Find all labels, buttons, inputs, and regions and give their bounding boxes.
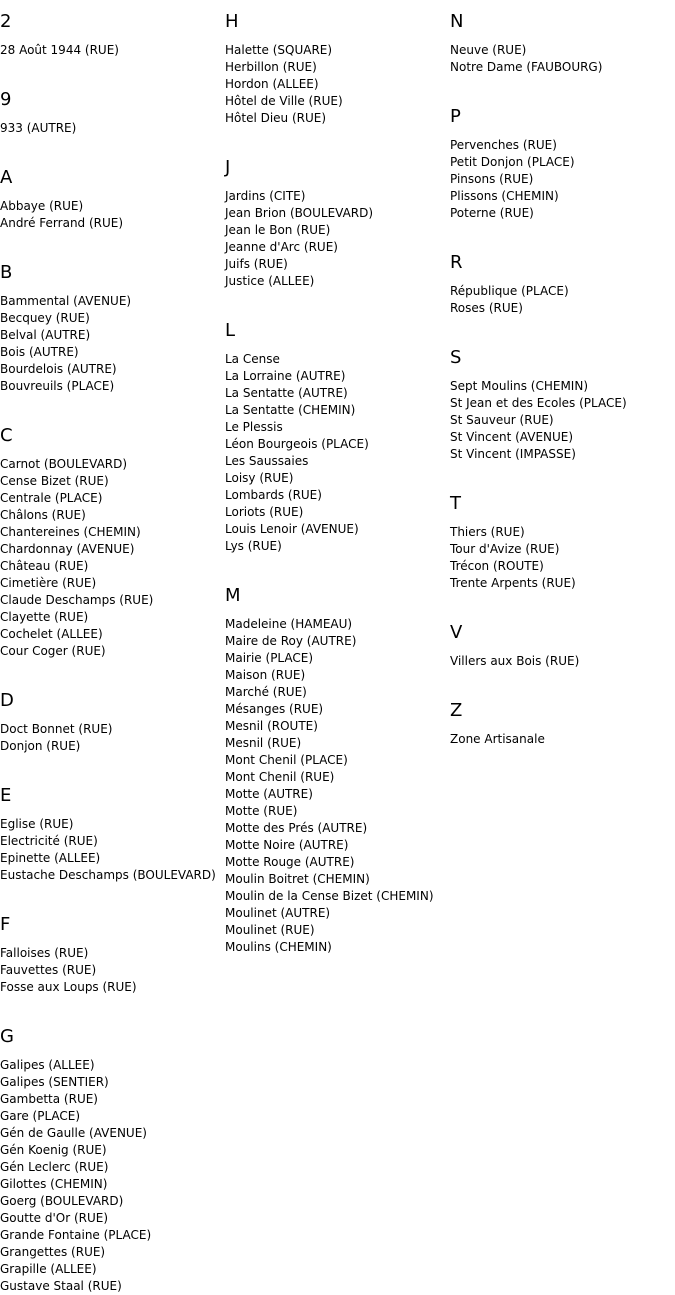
letter-section — [0, 996, 224, 1295]
street-list-item — [0, 850, 224, 867]
street-link[interactable]: Petit Donjon (PLACE) — [450, 155, 575, 169]
street-list-item — [0, 344, 224, 361]
street-list-item — [0, 473, 224, 490]
street-link[interactable]: Léon Bourgeois (PLACE) — [225, 437, 369, 451]
street-link[interactable]: Chantereines (CHEMIN) — [0, 525, 141, 539]
letter-heading: J — [225, 157, 231, 178]
street-link[interactable]: Zone Artisanale — [450, 732, 545, 746]
street-link[interactable]: Gare (PLACE) — [0, 1109, 81, 1123]
street-list-item — [0, 1057, 224, 1074]
street-list — [225, 351, 449, 555]
street-link[interactable]: Châlons (RUE) — [0, 508, 86, 522]
street-link[interactable]: Motte des Prés (AUTRE) — [225, 821, 368, 835]
street-list-item — [225, 538, 449, 555]
street-link[interactable]: 28 Août 1944 (RUE) — [0, 43, 119, 57]
street-list-item — [225, 76, 449, 93]
street-link[interactable]: Cochelet (ALLEE) — [0, 627, 103, 641]
letter-section — [225, 127, 449, 290]
street-list-item — [0, 816, 224, 833]
letter-heading: L — [225, 320, 236, 341]
street-list-item — [450, 59, 674, 76]
letter-heading: G — [0, 1026, 14, 1047]
street-link[interactable]: Eustache Deschamps (BOULEVARD) — [0, 868, 216, 882]
street-list-item — [0, 42, 224, 59]
street-list-item — [225, 939, 449, 956]
section-spacer — [0, 395, 224, 414]
section-spacer — [225, 127, 449, 146]
letter-section — [450, 463, 674, 592]
letter-heading: F — [0, 914, 11, 935]
street-list-item — [0, 456, 224, 473]
street-list-item — [225, 752, 449, 769]
street-list-item — [225, 854, 449, 871]
street-link[interactable]: Motte Noire (AUTRE) — [225, 838, 349, 852]
street-link[interactable]: Halette (SQUARE) — [225, 43, 333, 57]
street-list-item — [0, 945, 224, 962]
street-list-item — [225, 871, 449, 888]
street-list-item — [225, 718, 449, 735]
street-list-item — [225, 667, 449, 684]
street-link[interactable]: Mairie (PLACE) — [225, 651, 314, 665]
street-link[interactable]: Notre Dame (FAUBOURG) — [450, 60, 603, 74]
street-list-item — [225, 504, 449, 521]
street-link[interactable]: Gambetta (RUE) — [0, 1092, 98, 1106]
street-list-item — [0, 1244, 224, 1261]
street-list-item — [225, 368, 449, 385]
letter-heading: B — [0, 262, 13, 283]
street-link[interactable]: Cimetière (RUE) — [0, 576, 97, 590]
street-link[interactable]: Marché (RUE) — [225, 685, 307, 699]
street-link[interactable]: La Lorraine (AUTRE) — [225, 369, 346, 383]
street-link[interactable]: Herbillon (RUE) — [225, 60, 317, 74]
section-spacer — [0, 755, 224, 774]
street-link[interactable]: Donjon (RUE) — [0, 739, 81, 753]
letter-section — [450, 76, 674, 222]
letter-section — [225, 290, 449, 555]
street-link[interactable]: Les Saussaies — [225, 454, 309, 468]
street-link[interactable]: Motte (AUTRE) — [225, 787, 313, 801]
street-list-item — [0, 1193, 224, 1210]
letter-heading: D — [0, 690, 14, 711]
street-list-item — [0, 626, 224, 643]
street-link[interactable]: Mont Chenil (PLACE) — [225, 753, 348, 767]
street-link[interactable]: Gén Leclerc (RUE) — [0, 1160, 109, 1174]
street-list-item — [225, 837, 449, 854]
street-link[interactable]: St Sauveur (RUE) — [450, 413, 554, 427]
street-list — [0, 198, 224, 232]
street-list-item — [450, 205, 674, 222]
street-list — [225, 42, 449, 127]
street-list-item — [450, 283, 674, 300]
street-list-item — [450, 524, 674, 541]
section-spacer — [0, 660, 224, 679]
street-link[interactable]: Villers aux Bois (RUE) — [450, 654, 580, 668]
street-list — [0, 120, 224, 137]
street-list-item — [225, 222, 449, 239]
section-spacer — [0, 137, 224, 156]
street-link[interactable]: Fosse aux Loups (RUE) — [0, 980, 137, 994]
street-list-item — [225, 684, 449, 701]
street-link[interactable]: Cense Bizet (RUE) — [0, 474, 109, 488]
street-link[interactable]: Chardonnay (AVENUE) — [0, 542, 135, 556]
letter-section — [450, 11, 674, 76]
street-link[interactable]: Abbaye (RUE) — [0, 199, 84, 213]
street-link[interactable]: Hordon (ALLEE) — [225, 77, 319, 91]
letter-heading: N — [450, 11, 464, 32]
street-list-item — [0, 575, 224, 592]
letter-heading: S — [450, 347, 462, 368]
street-link[interactable]: Sept Moulins (CHEMIN) — [450, 379, 588, 393]
street-list-item — [0, 1091, 224, 1108]
street-list-item — [225, 786, 449, 803]
street-link[interactable]: Clayette (RUE) — [0, 610, 89, 624]
street-link[interactable]: Château (RUE) — [0, 559, 89, 573]
street-link[interactable]: Grapille (ALLEE) — [0, 1262, 97, 1276]
street-list-item — [0, 1210, 224, 1227]
street-link[interactable]: Grande Fontaine (PLACE) — [0, 1228, 152, 1242]
street-list-item — [0, 507, 224, 524]
street-list-item — [450, 446, 674, 463]
street-link[interactable]: Trente Arpents (RUE) — [450, 576, 576, 590]
street-list-item — [0, 120, 224, 137]
street-list-item — [225, 256, 449, 273]
street-list-item — [0, 541, 224, 558]
street-link[interactable]: Gustave Staal (RUE) — [0, 1279, 122, 1293]
street-link[interactable]: Jean le Bon (RUE) — [225, 223, 331, 237]
street-list-item — [450, 171, 674, 188]
street-list-item — [0, 1125, 224, 1142]
street-list — [450, 378, 674, 463]
street-link[interactable]: Gilottes (CHEMIN) — [0, 1177, 108, 1191]
letter-heading: A — [0, 167, 13, 188]
letter-heading: M — [225, 585, 241, 606]
street-list-item — [0, 738, 224, 755]
street-link[interactable]: Mésanges (RUE) — [225, 702, 324, 716]
street-link[interactable]: La Sentatte (AUTRE) — [225, 386, 348, 400]
street-list-item — [225, 803, 449, 820]
street-list-item — [0, 293, 224, 310]
section-spacer — [0, 884, 224, 903]
street-link[interactable]: Moulinet (RUE) — [225, 923, 315, 937]
street-link[interactable]: Fauvettes (RUE) — [0, 963, 97, 977]
street-list-item — [0, 721, 224, 738]
letter-heading: R — [450, 252, 463, 273]
street-list — [0, 42, 224, 59]
street-list-item — [225, 42, 449, 59]
street-list-item — [225, 616, 449, 633]
section-spacer — [225, 290, 449, 309]
street-list-item — [225, 453, 449, 470]
street-index-column-3 — [450, 0, 674, 748]
street-list — [450, 524, 674, 592]
street-list-item — [225, 93, 449, 110]
street-link[interactable]: Doct Bonnet (RUE) — [0, 722, 113, 736]
street-list-item — [225, 650, 449, 667]
street-list-item — [0, 327, 224, 344]
street-link[interactable]: Mesnil (ROUTE) — [225, 719, 318, 733]
street-list-item — [225, 436, 449, 453]
street-list-item — [0, 1142, 224, 1159]
letter-section — [450, 592, 674, 670]
street-list-item — [225, 701, 449, 718]
street-link[interactable]: Goerg (BOULEVARD) — [0, 1194, 124, 1208]
street-list-item — [225, 905, 449, 922]
letter-section — [0, 755, 224, 884]
letter-section — [0, 660, 224, 755]
street-link[interactable]: Louis Lenoir (AVENUE) — [225, 522, 359, 536]
letter-heading: T — [450, 493, 461, 514]
street-link[interactable]: Lys (RUE) — [225, 539, 282, 553]
street-list-item — [0, 198, 224, 215]
street-list-item — [225, 205, 449, 222]
street-list-item — [450, 541, 674, 558]
section-spacer — [0, 996, 224, 1015]
street-link[interactable]: Pervenches (RUE) — [450, 138, 557, 152]
street-list-item — [0, 1108, 224, 1125]
street-list — [450, 731, 674, 748]
section-spacer — [450, 317, 674, 336]
street-link[interactable]: Galipes (SENTIER) — [0, 1075, 109, 1089]
street-list-item — [450, 575, 674, 592]
street-link[interactable]: Thiers (RUE) — [450, 525, 525, 539]
section-spacer — [0, 232, 224, 251]
street-link[interactable]: Madeleine (HAMEAU) — [225, 617, 353, 631]
street-list-item — [450, 395, 674, 412]
letter-section — [0, 232, 224, 395]
street-link[interactable]: Moulins (CHEMIN) — [225, 940, 332, 954]
street-list-item — [225, 820, 449, 837]
letter-section — [450, 317, 674, 463]
street-link[interactable]: Mont Chenil (RUE) — [225, 770, 335, 784]
street-link[interactable]: Plissons (CHEMIN) — [450, 189, 559, 203]
street-link[interactable]: Goutte d'Or (RUE) — [0, 1211, 109, 1225]
street-link[interactable]: Falloises (RUE) — [0, 946, 89, 960]
street-link[interactable]: 933 (AUTRE) — [0, 121, 77, 135]
street-list — [0, 721, 224, 755]
street-link[interactable]: Electricité (RUE) — [0, 834, 98, 848]
street-list-item — [450, 429, 674, 446]
street-link[interactable]: Centrale (PLACE) — [0, 491, 103, 505]
street-link[interactable]: Tour d'Avize (RUE) — [450, 542, 560, 556]
street-link[interactable]: Cour Coger (RUE) — [0, 644, 106, 658]
street-list-item — [450, 154, 674, 171]
street-list-item — [0, 867, 224, 884]
street-list-item — [0, 361, 224, 378]
street-link[interactable]: Bois (AUTRE) — [0, 345, 79, 359]
street-list-item — [225, 351, 449, 368]
street-link[interactable]: St Vincent (AVENUE) — [450, 430, 574, 444]
street-list — [0, 816, 224, 884]
section-spacer — [450, 670, 674, 689]
street-link[interactable]: Poterne (RUE) — [450, 206, 534, 220]
street-link[interactable]: Loriots (RUE) — [225, 505, 304, 519]
street-link[interactable]: Jardins (CITE) — [225, 189, 306, 203]
street-link[interactable]: Pinsons (RUE) — [450, 172, 534, 186]
street-index-column-1 — [0, 0, 224, 1295]
street-link[interactable]: Mesnil (RUE) — [225, 736, 302, 750]
street-link[interactable]: Moulin de la Cense Bizet (CHEMIN) — [225, 889, 434, 903]
letter-heading: Z — [450, 700, 463, 721]
section-spacer — [450, 592, 674, 611]
street-list-item — [450, 731, 674, 748]
street-list-item — [0, 558, 224, 575]
letter-section — [0, 11, 224, 59]
street-list-item — [0, 1278, 224, 1295]
street-list-item — [450, 137, 674, 154]
street-link[interactable]: Galipes (ALLEE) — [0, 1058, 95, 1072]
street-list-item — [225, 470, 449, 487]
street-link[interactable]: Moulin Boitret (CHEMIN) — [225, 872, 370, 886]
street-link[interactable]: La Sentatte (CHEMIN) — [225, 403, 356, 417]
street-link[interactable]: Bouvreuils (PLACE) — [0, 379, 115, 393]
street-link[interactable]: Trécon (ROUTE) — [450, 559, 544, 573]
section-spacer — [450, 76, 674, 95]
street-link[interactable]: Hôtel Dieu (RUE) — [225, 111, 327, 125]
street-list-item — [450, 378, 674, 395]
letter-heading: P — [450, 106, 461, 127]
street-list — [0, 293, 224, 395]
street-list-item — [225, 888, 449, 905]
street-list-item — [0, 833, 224, 850]
street-link[interactable]: Hôtel de Ville (RUE) — [225, 94, 343, 108]
street-list — [450, 653, 674, 670]
street-list-item — [225, 402, 449, 419]
street-list-item — [450, 653, 674, 670]
street-link[interactable]: Neuve (RUE) — [450, 43, 527, 57]
street-list-item — [0, 1176, 224, 1193]
street-link[interactable]: Lombards (RUE) — [225, 488, 322, 502]
street-link[interactable]: République (PLACE) — [450, 284, 569, 298]
section-spacer — [450, 222, 674, 241]
section-spacer — [450, 463, 674, 482]
street-list-item — [225, 110, 449, 127]
street-list — [450, 42, 674, 76]
street-list-item — [450, 188, 674, 205]
letter-heading: E — [0, 785, 12, 806]
street-link[interactable]: Becquey (RUE) — [0, 311, 90, 325]
street-link[interactable]: Eglise (RUE) — [0, 817, 74, 831]
letter-heading: V — [450, 622, 463, 643]
letter-section — [225, 11, 449, 127]
letter-section — [225, 555, 449, 956]
street-list-item — [225, 273, 449, 290]
letter-section — [0, 137, 224, 232]
letter-section — [450, 670, 674, 748]
street-list-item — [450, 558, 674, 575]
street-link[interactable]: Jean Brion (BOULEVARD) — [225, 206, 374, 220]
street-list-item — [0, 524, 224, 541]
street-list-item — [450, 412, 674, 429]
street-list-item — [0, 378, 224, 395]
street-index-column-2 — [225, 0, 449, 956]
street-list-item — [0, 643, 224, 660]
street-link[interactable]: Claude Deschamps (RUE) — [0, 593, 154, 607]
street-list-item — [225, 239, 449, 256]
street-list-item — [225, 922, 449, 939]
street-link[interactable]: Moulinet (AUTRE) — [225, 906, 331, 920]
street-list — [225, 616, 449, 956]
street-list — [0, 456, 224, 660]
street-link[interactable]: Grangettes (RUE) — [0, 1245, 106, 1259]
letter-section — [450, 222, 674, 317]
street-link[interactable]: André Ferrand (RUE) — [0, 216, 124, 230]
letter-section — [0, 59, 224, 137]
street-list-item — [0, 979, 224, 996]
street-link[interactable]: Maison (RUE) — [225, 668, 306, 682]
street-list — [0, 1057, 224, 1295]
letter-section — [0, 395, 224, 660]
letter-heading: H — [225, 11, 239, 32]
street-list — [225, 188, 449, 290]
street-list-item — [0, 1159, 224, 1176]
street-list-item — [0, 592, 224, 609]
section-spacer — [225, 555, 449, 574]
street-list-item — [0, 609, 224, 626]
street-link[interactable]: St Jean et des Ecoles (PLACE) — [450, 396, 627, 410]
street-link[interactable]: Justice (ALLEE) — [225, 274, 315, 288]
letter-heading: C — [0, 425, 13, 446]
street-list-item — [225, 487, 449, 504]
street-link[interactable]: Loisy (RUE) — [225, 471, 294, 485]
street-link[interactable]: La Cense — [225, 352, 280, 366]
street-link[interactable]: Gén de Gaulle (AVENUE) — [0, 1126, 147, 1140]
street-link[interactable]: Motte (RUE) — [225, 804, 298, 818]
street-list-item — [0, 310, 224, 327]
street-list-item — [0, 1074, 224, 1091]
street-link[interactable]: Bammental (AVENUE) — [0, 294, 132, 308]
street-link[interactable]: Jeanne d'Arc (RUE) — [225, 240, 338, 254]
letter-section — [0, 884, 224, 996]
street-list-item — [0, 1227, 224, 1244]
street-link[interactable]: Belval (AUTRE) — [0, 328, 91, 342]
street-link[interactable]: Gén Koenig (RUE) — [0, 1143, 107, 1157]
street-list-item — [225, 521, 449, 538]
street-link[interactable]: Roses (RUE) — [450, 301, 523, 315]
street-list-item — [225, 769, 449, 786]
street-list-item — [225, 735, 449, 752]
street-link[interactable]: Carnot (BOULEVARD) — [0, 457, 128, 471]
street-link[interactable]: Motte Rouge (AUTRE) — [225, 855, 355, 869]
street-list-item — [225, 419, 449, 436]
letter-heading: 9 — [0, 89, 12, 110]
street-list — [450, 283, 674, 317]
street-list-item — [0, 490, 224, 507]
street-link[interactable]: Epinette (ALLEE) — [0, 851, 101, 865]
street-link[interactable]: Juifs (RUE) — [225, 257, 288, 271]
street-list-item — [0, 215, 224, 232]
street-list-item — [450, 300, 674, 317]
street-list-item — [225, 59, 449, 76]
street-list-item — [225, 188, 449, 205]
street-list-item — [0, 962, 224, 979]
street-list-item — [225, 385, 449, 402]
street-link[interactable]: Maire de Roy (AUTRE) — [225, 634, 357, 648]
street-link[interactable]: St Vincent (IMPASSE) — [450, 447, 576, 461]
street-list-item — [0, 1261, 224, 1278]
street-link[interactable]: Bourdelois (AUTRE) — [0, 362, 117, 376]
street-list — [450, 137, 674, 222]
street-list-item — [225, 633, 449, 650]
street-list — [0, 945, 224, 996]
letter-heading: 2 — [0, 11, 12, 32]
section-spacer — [0, 59, 224, 78]
street-list-item — [450, 42, 674, 59]
street-link[interactable]: Le Plessis — [225, 420, 283, 434]
